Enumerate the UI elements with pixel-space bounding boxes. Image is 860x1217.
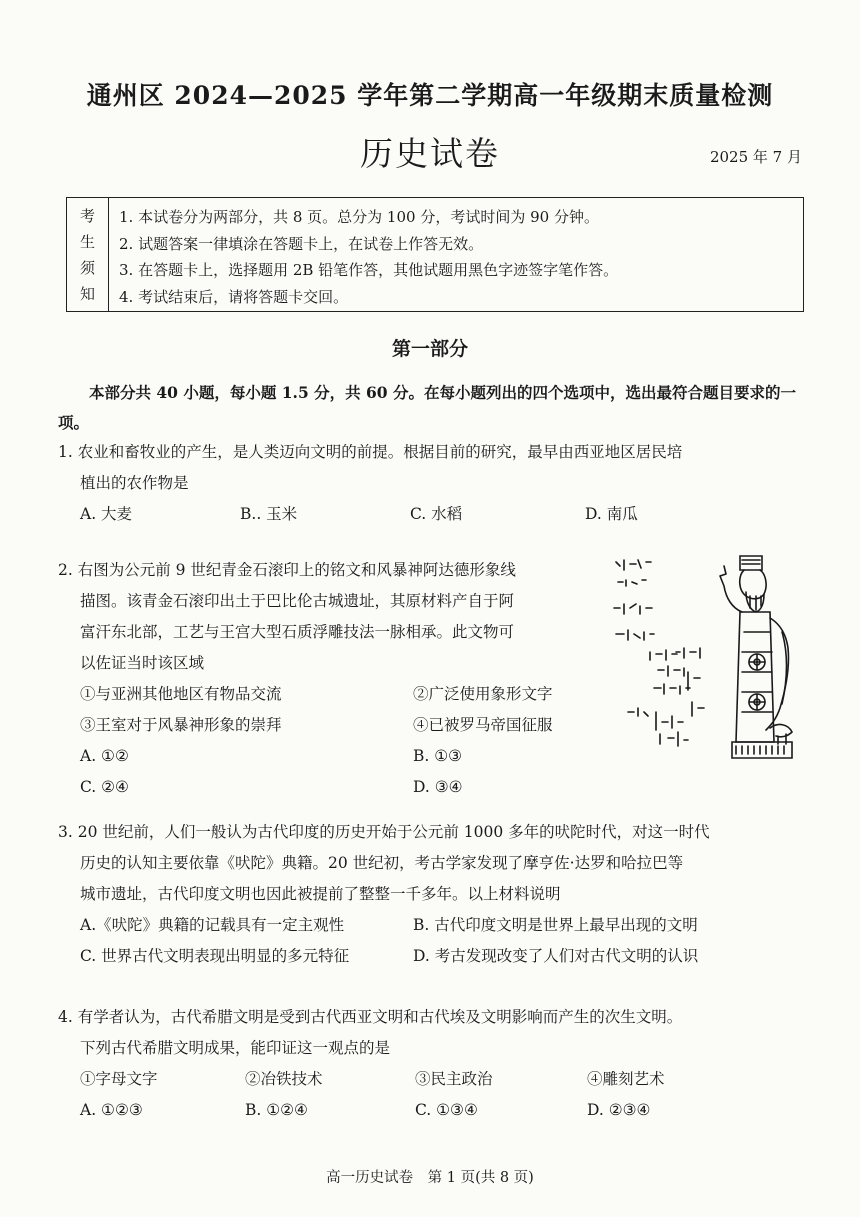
notice-item: 3. 在答题卡上，选择题用 2B 铅笔作答，其他试题用黑色字迹签字笔作答。 <box>119 261 619 279</box>
question-4 <box>58 1002 682 1126</box>
option-row <box>58 741 553 772</box>
notice-label-char: 知 <box>79 284 95 303</box>
option-b: B. ①③ <box>413 747 463 765</box>
option-b: B. 古代印度文明是世界上最早出现的文明 <box>413 916 698 934</box>
question-stem-line: 下列古代希腊文明成果，能印证这一观点的是 <box>80 1039 391 1057</box>
option-c: C. 水稻 <box>410 505 463 523</box>
page-footer: 高一历史试卷 第 1 页(共 8 页) <box>326 1170 534 1186</box>
option-d: D. ②③④ <box>587 1101 651 1119</box>
question-3 <box>58 817 710 972</box>
section-title: 第一部分 <box>391 338 468 360</box>
question-stem-line: 城市遗址，古代印度文明也因此被提前了整整一千多年。以上材料说明 <box>80 885 561 903</box>
statement-4: ④已被罗马帝国征服 <box>413 716 553 734</box>
option-row <box>58 910 710 941</box>
statement-1: ①字母文字 <box>80 1070 158 1088</box>
question-stem-line: 历史的认知主要依靠《吠陀》典籍。20 世纪初，考古学家发现了摩亨佐·达罗和哈拉巴等 <box>80 854 684 872</box>
question-stem-line: 3. 20 世纪前，人们一般认为古代印度的历史开始于公元前 1000 多年的吠陀时代，对这一时代 <box>58 823 710 841</box>
option-d: D. 南瓜 <box>585 505 638 523</box>
exam-title: 通州区 2024—2025 学年第二学期高一年级期末质量检测 <box>86 81 774 110</box>
cylinder-seal-drawing <box>606 552 806 764</box>
option-d: D. ③④ <box>413 778 463 796</box>
question-stem-line: 1. 农业和畜牧业的产生，是人类迈向文明的前提。根据目前的研究，最早由西亚地区居民培 <box>58 443 683 461</box>
option-b: B. ①②④ <box>245 1101 308 1119</box>
statement-2: ②广泛使用象形文字 <box>413 685 553 703</box>
statement-1: ①与亚洲其他地区有物品交流 <box>80 685 282 703</box>
exam-subject-title: 历史试卷 <box>360 134 500 173</box>
option-row <box>58 1095 682 1126</box>
question-stem-line: 4. 有学者认为，古代希腊文明是受到古代西亚文明和古代埃及文明影响而产生的次生文明。 <box>58 1008 683 1026</box>
question-stem-line: 以佐证当时该区域 <box>80 654 205 672</box>
statement-4: ④雕刻艺术 <box>587 1070 665 1088</box>
option-c: C. ①③④ <box>415 1101 478 1119</box>
notice-label <box>67 198 109 311</box>
statement-2: ②冶铁技术 <box>245 1070 323 1088</box>
notice-label-char: 生 <box>79 232 95 251</box>
notice-item: 4. 考试结束后，请将答题卡交回。 <box>119 287 349 306</box>
notice-items <box>119 204 618 310</box>
option-a: A. ①②③ <box>80 1101 143 1119</box>
option-row <box>58 772 553 803</box>
statement-3: ③民主政治 <box>415 1070 493 1088</box>
notice-item: 2. 试题答案一律填涂在答题卡上，在试卷上作答无效。 <box>119 234 484 253</box>
exam-date: 2025 年 7 月 <box>709 148 802 166</box>
option-a: A.《吠陀》典籍的记载具有一定主观性 <box>80 916 345 934</box>
option-c: C. 世界古代文明表现出明显的多元特征 <box>80 947 350 965</box>
question-stem-line: 2. 右图为公元前 9 世纪青金石滚印上的铭文和风暴神阿达德形象线 <box>58 561 516 579</box>
option-c: C. ②④ <box>80 778 129 796</box>
question-stem-line: 描图。该青金石滚印出土于巴比伦古城遗址，其原材料产自于阿 <box>80 592 515 610</box>
storm-god-adad-illustration <box>606 552 806 764</box>
statement-row <box>58 679 553 710</box>
option-row <box>58 499 682 530</box>
notice-label-char: 须 <box>79 258 95 277</box>
question-stem-line: 富汗东北部，工艺与王宫大型石质浮雕技法一脉相承。此文物可 <box>80 623 515 641</box>
statement-3: ③王室对于风暴神形象的崇拜 <box>80 716 282 734</box>
option-d: D. 考古发现改变了人们对古代文明的认识 <box>413 947 699 965</box>
question-1 <box>58 437 682 530</box>
notice-label-char: 考 <box>79 206 95 225</box>
section-intro: 本部分共 40 小题，每小题 1.5 分，共 60 分。在每小题列出的四个选项中，选出最符合题目要求的一项。 <box>58 383 796 432</box>
statement-row <box>58 1064 682 1095</box>
option-a: A. ①② <box>80 747 129 765</box>
question-2 <box>58 555 553 803</box>
statement-row <box>58 710 553 741</box>
option-a: A. 大麦 <box>80 505 133 523</box>
notice-item: 1. 本试卷分为两部分，共 8 页。总分为 100 分，考试时间为 90 分钟。 <box>119 208 599 226</box>
candidate-notice-box <box>66 197 804 312</box>
question-stem-line: 植出的农作物是 <box>80 474 189 492</box>
option-b: B.. 玉米 <box>240 505 298 523</box>
option-row <box>58 941 710 972</box>
